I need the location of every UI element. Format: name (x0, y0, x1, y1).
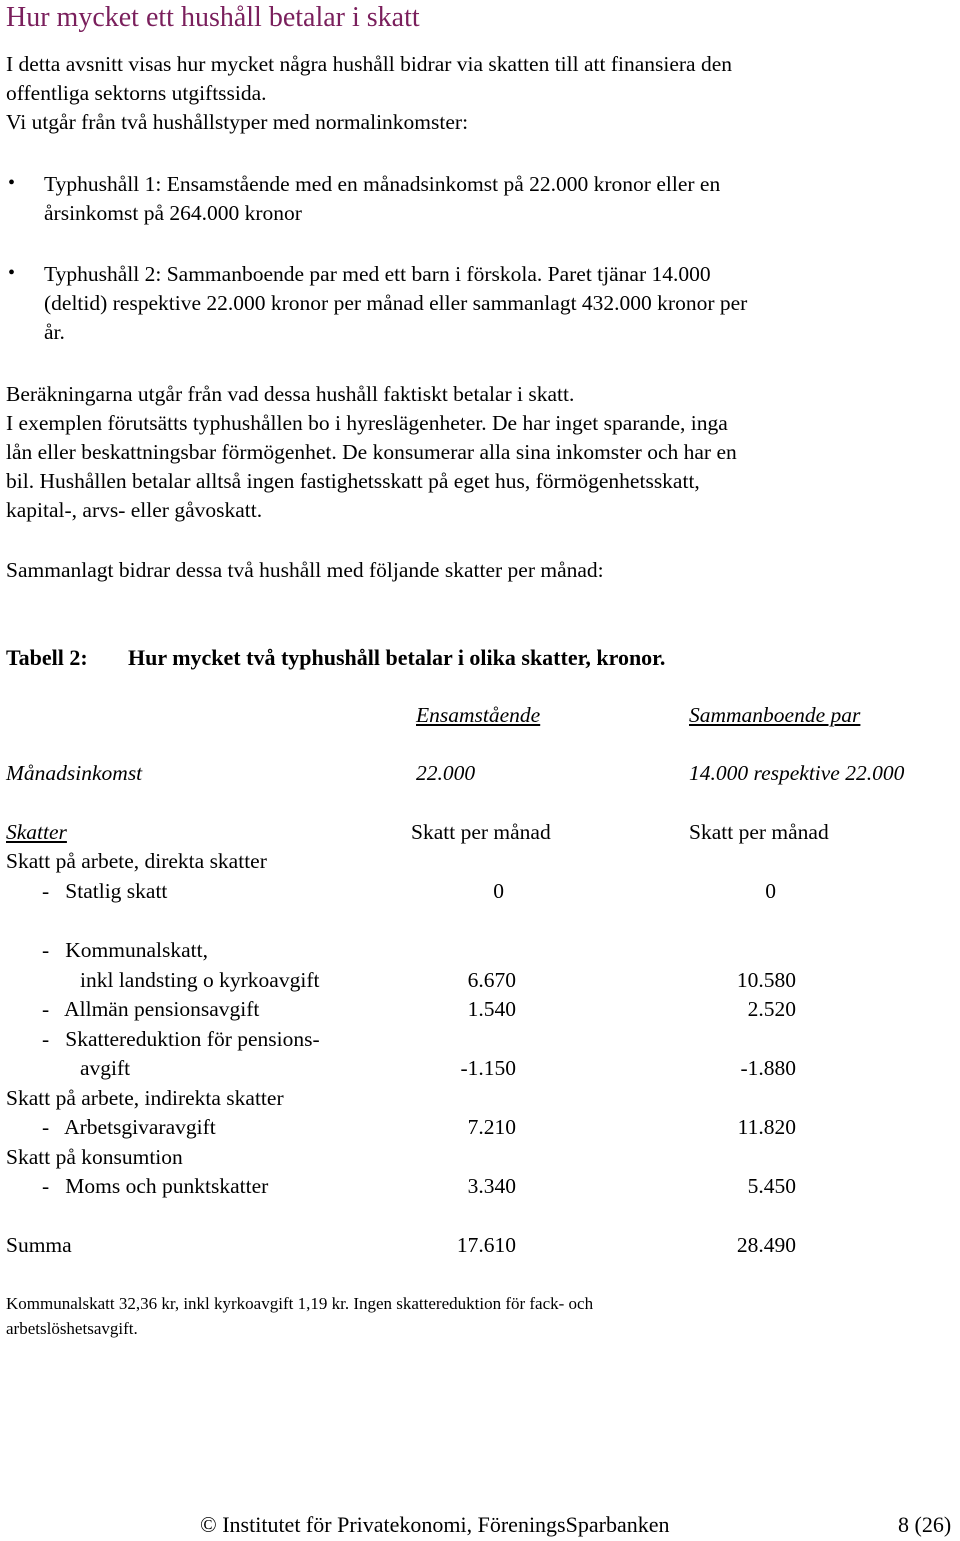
row-value-col1: 7.210 (467, 1115, 516, 1139)
row-value-col2: 2.520 (747, 997, 796, 1021)
para2-line-1: Beräkningarna utgår från vad dessa hushåll faktiskt betalar i skatt. (6, 382, 575, 406)
row-label: - Skattereduktion för pensions- (42, 1027, 320, 1051)
col2-header: Sammanboende par (689, 703, 861, 727)
skatter-label: Skatter (6, 820, 67, 844)
footnote-line-1: Kommunalskatt 32,36 kr, inkl kyrkoavgift 1,19 kr. Ingen skattereduktion för fack- och (6, 1294, 594, 1313)
row-label: inkl landsting o kyrkoavgift (80, 968, 320, 992)
table-caption-text: Hur mycket två typhushåll betalar i olika skatter, kronor. (128, 645, 666, 670)
row-label: Skatt på konsumtion (6, 1145, 183, 1169)
row-value-col1: 1.540 (467, 997, 516, 1021)
para2-line-5: kapital-, arvs- eller gåvoskatt. (6, 498, 263, 522)
table-caption-label: Tabell 2: (6, 645, 88, 670)
sum-label: Summa (6, 1233, 72, 1257)
intro-line-2: offentliga sektorns utgiftssida. (6, 81, 267, 105)
row-value-col2: 11.820 (737, 1115, 796, 1139)
bullet-dot-icon: • (8, 172, 16, 194)
income-label: Månadsinkomst (6, 761, 143, 785)
sub-header-col2: Skatt per månad (689, 820, 829, 844)
row-value-col2: -1.880 (740, 1056, 796, 1080)
para2-line-2: I exemplen förutsätts typhushållen bo i hyreslägenheter. De har inget sparande, inga (6, 411, 728, 435)
para2-line-3: lån eller beskattningsbar förmögenhet. De konsumerar alla sina inkomster och har en (6, 440, 737, 464)
income-col1: 22.000 (416, 761, 476, 785)
sum-col1: 17.610 (456, 1233, 516, 1257)
row-label: Skatt på arbete, direkta skatter (6, 849, 267, 873)
footer-page-number: 8 (26) (898, 1512, 952, 1537)
bullet-2-line-1: Typhushåll 2: Sammanboende par med ett barn i förskola. Paret tjänar 14.000 (44, 262, 711, 286)
intro-line-1: I detta avsnitt visas hur mycket några hushåll bidrar via skatten till att finansiera den (6, 52, 733, 76)
row-value-col1: 3.340 (467, 1174, 516, 1198)
row-label: - Kommunalskatt, (42, 938, 209, 962)
bullet-1-line-2: årsinkomst på 264.000 kronor (44, 201, 302, 225)
row-value-col2: 0 (765, 879, 776, 903)
col1-header: Ensamstående (416, 703, 541, 727)
row-value-col2: 5.450 (747, 1174, 796, 1198)
row-label: - Arbetsgivaravgift (42, 1115, 216, 1139)
para2-line-4: bil. Hushållen betalar alltså ingen fastighetsskatt på eget hus, förmögenhetsskatt, (6, 469, 700, 493)
row-label: - Moms och punktskatter (42, 1174, 269, 1198)
row-label: avgift (80, 1056, 131, 1080)
page-title: Hur mycket ett hushåll betalar i skatt (6, 2, 420, 33)
bullet-dot-icon: • (8, 262, 16, 284)
row-value-col2: 10.580 (736, 968, 796, 992)
bullet-2-line-2: (deltid) respektive 22.000 kronor per månad eller sammanlagt 432.000 kronor per (44, 291, 748, 315)
sub-header-col1: Skatt per månad (411, 820, 551, 844)
bullet-2-line-3: år. (44, 320, 65, 344)
row-value-col1: -1.150 (460, 1056, 516, 1080)
row-value-col1: 0 (493, 879, 504, 903)
row-value-col1: 6.670 (467, 968, 516, 992)
bullet-1-line-1: Typhushåll 1: Ensamstående med en månadsinkomst på 22.000 kronor eller en (44, 172, 721, 196)
row-label: Skatt på arbete, indirekta skatter (6, 1086, 284, 1110)
footnote-line-2: arbetslöshetsavgift. (6, 1319, 138, 1338)
row-label: - Allmän pensionsavgift (42, 997, 260, 1021)
footer-copyright: © Institutet för Privatekonomi, FöreningsSparbanken (200, 1512, 670, 1537)
sum-col2: 28.490 (736, 1233, 796, 1257)
para3: Sammanlagt bidrar dessa två hushåll med följande skatter per månad: (6, 558, 604, 582)
intro-line-3: Vi utgår från två hushållstyper med normalinkomster: (6, 110, 469, 134)
row-label: - Statlig skatt (42, 879, 168, 903)
income-col2: 14.000 respektive 22.000 (689, 761, 905, 785)
